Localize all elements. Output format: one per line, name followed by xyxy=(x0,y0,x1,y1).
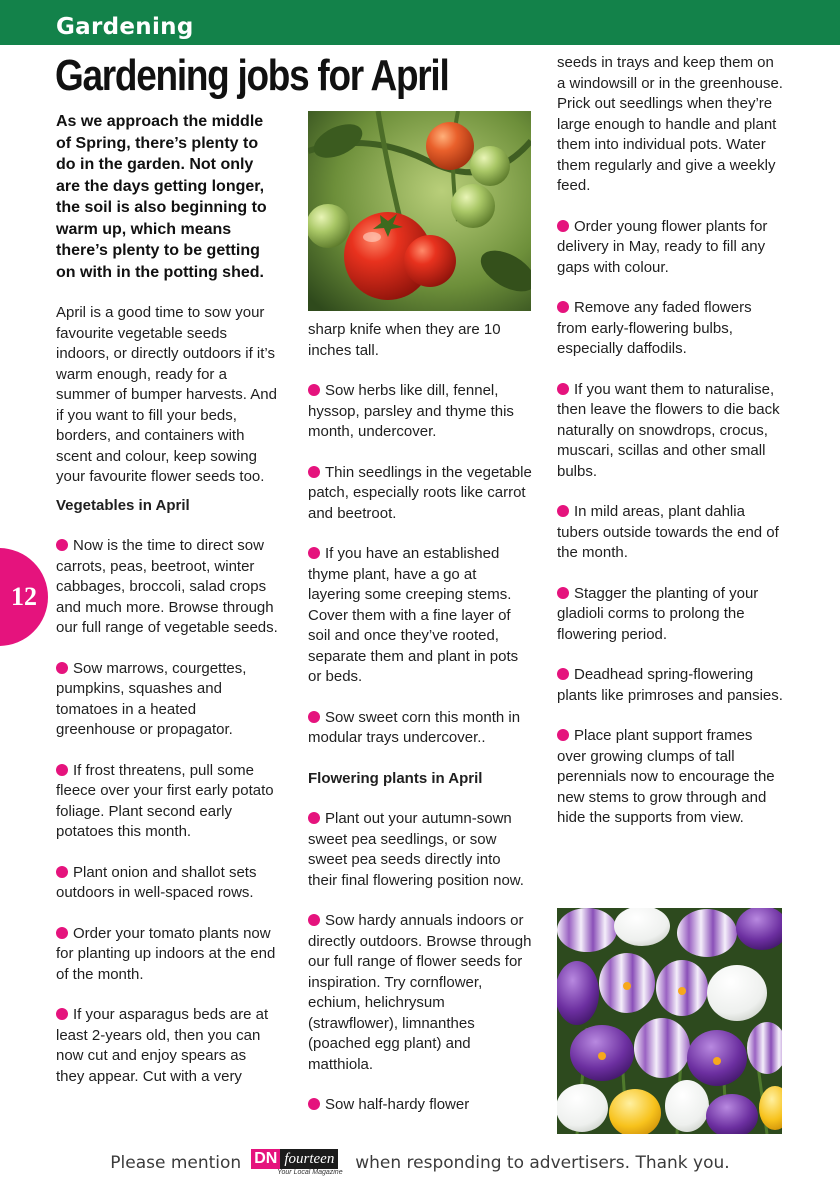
crocus-photo xyxy=(557,908,782,1134)
bullet-text: If you want them to naturalise, then leave the flowers to die back naturally on snowdrops, crocus, muscari, scillas and other small bulbs. xyxy=(557,380,780,480)
bullet-text: Now is the time to direct sow carrots, peas, beetroot, winter cabbages, broccoli, salad crops and much more. Browse through our full range of vegetable seeds. xyxy=(56,537,278,636)
continuation-text: seeds in trays and keep them on a windowsill or in the greenhouse. Prick out seedlings when they’re large enough to handle and plant them into individual pots. Water them regularly and give a weekly feed. xyxy=(557,54,783,194)
bullet-dot-icon xyxy=(557,301,569,313)
bullet-text: Stagger the planting of your gladioli corms to prolong the flowering period. xyxy=(557,584,759,643)
bullet-text: Order your tomato plants now for planting up indoors at the end of the month. xyxy=(56,924,276,983)
bullet-item xyxy=(56,536,278,639)
continuation-text: sharp knife when they are 10 inches tall. xyxy=(308,321,501,359)
logo-tagline: Your Local Magazine xyxy=(277,1169,343,1176)
bullet-text: Sow hardy annuals indoors or directly outdoors. Browse through our full range of flower seeds for inspiration. Try cornflower, echium, helichrysum (strawflower), limnanthes (poached egg plant) and matthiola. xyxy=(308,912,532,1073)
bullet-dot-icon xyxy=(56,866,68,878)
bullet-dot-icon xyxy=(308,711,320,723)
vegetables-heading: Vegetables in April xyxy=(56,496,190,514)
bullet-dot-icon xyxy=(56,662,68,674)
bullet-item xyxy=(308,1095,532,1116)
bullet-item xyxy=(308,381,532,443)
bullet-item xyxy=(56,761,278,843)
bullet-item xyxy=(557,665,783,706)
bullet-text: If your asparagus beds are at least 2-years old, then you can now cut and enjoy spears as they appear. Cut with a very xyxy=(56,1006,269,1085)
footer xyxy=(0,1148,840,1178)
bullet-dot-icon xyxy=(557,729,569,741)
logo-fourteen: fourteen xyxy=(280,1149,338,1169)
footer-text-before: Please mention xyxy=(110,1153,242,1173)
bullet-text: Deadhead spring-flowering plants like primroses and pansies. xyxy=(557,666,783,704)
footer-text-after: when responding to advertisers. Thank you. xyxy=(355,1153,730,1173)
bullet-dot-icon xyxy=(56,764,68,776)
logo-dn: DN xyxy=(251,1149,280,1169)
bullet-dot-icon xyxy=(557,220,569,232)
dn-fourteen-logo xyxy=(251,1149,345,1177)
tomato-photo xyxy=(308,111,531,311)
bullet-text: Thin seedlings in the vegetable patch, especially roots like carrot and beetroot. xyxy=(308,463,532,522)
article-column-3 xyxy=(557,53,783,849)
article-column-1 xyxy=(56,111,278,1107)
bullet-dot-icon xyxy=(308,384,320,396)
bullet-text: Remove any faded flowers from early-flowering bulbs, especially daffodils. xyxy=(557,299,752,357)
flowering-heading: Flowering plants in April xyxy=(308,769,483,787)
bullet-dot-icon xyxy=(557,668,569,680)
bullet-text: In mild areas, plant dahlia tubers outside towards the end of the month. xyxy=(557,503,779,561)
body-paragraph: April is a good time to sow your favourite vegetable seeds indoors, or directly outdoors if it’s warm enough, ready for a summer of bumper harvests. And if you want to fill your beds, borders, and containers with scent and colour, keep sowing your favourite flower seeds too. xyxy=(56,304,277,485)
bullet-text: Sow sweet corn this month in modular trays undercover.. xyxy=(308,708,521,746)
bullet-dot-icon xyxy=(557,505,569,517)
bullet-text: Sow herbs like dill, fennel, hyssop, parsley and thyme this month, undercover. xyxy=(308,382,514,440)
bullet-dot-icon xyxy=(56,1008,68,1020)
bullet-text: If frost threatens, pull some fleece over your first early potato foliage. Plant second early potatoes this month. xyxy=(56,761,274,840)
bullet-dot-icon xyxy=(557,587,569,599)
bullet-item xyxy=(557,502,783,564)
bullet-text: Sow half-hardy flower xyxy=(325,1096,470,1113)
bullet-text: Plant onion and shallot sets outdoors in well-spaced rows. xyxy=(56,863,257,901)
bullet-dot-icon xyxy=(557,383,569,395)
bullet-text: Order young flower plants for delivery in May, ready to fill any gaps with colour. xyxy=(557,217,768,276)
bullet-text: Sow marrows, courgettes, pumpkins, squashes and tomatoes in a heated greenhouse or propagator. xyxy=(56,659,247,738)
bullet-item xyxy=(56,1005,278,1087)
bullet-item xyxy=(557,380,783,483)
page-headline: Gardening jobs for April xyxy=(55,51,449,100)
bullet-item xyxy=(308,809,532,891)
bullet-item xyxy=(557,584,783,646)
bullet-item xyxy=(308,463,532,525)
bullet-item xyxy=(557,726,783,829)
bullet-item xyxy=(308,708,532,749)
bullet-item xyxy=(56,924,278,986)
bullet-item xyxy=(308,544,532,688)
bullet-dot-icon xyxy=(308,547,320,559)
bullet-item xyxy=(557,217,783,279)
bullet-dot-icon xyxy=(308,466,320,478)
page-number: 12 xyxy=(11,582,37,611)
bullet-text: Plant out your autumn-sown sweet pea seedlings, or sow sweet pea seeds directly into their final flowering position now. xyxy=(308,810,524,889)
bullet-text: Place plant support frames over growing clumps of tall perennials now to encourage the new stems to grow through and hide the supports from view. xyxy=(557,727,775,826)
bullet-item xyxy=(557,298,783,360)
intro-paragraph: As we approach the middle of Spring, there’s plenty to do in the garden. Not only are the days getting longer, the soil is also beginning to warm up, which means there’s plenty to be getting on with in the potting shed. xyxy=(56,113,267,281)
bullet-item xyxy=(308,911,532,1075)
bullet-item xyxy=(56,659,278,741)
bullet-text: If you have an established thyme plant, have a go at layering some creeping stems. Cover them with a fine layer of soil and once they’ve rooted, separate them and plant in pots or beds. xyxy=(308,545,519,685)
bullet-dot-icon xyxy=(56,539,68,551)
bullet-dot-icon xyxy=(308,812,320,824)
bullet-dot-icon xyxy=(308,914,320,926)
bullet-item xyxy=(56,863,278,904)
article-column-2 xyxy=(308,320,532,1136)
section-label: Gardening xyxy=(56,14,194,40)
bullet-dot-icon xyxy=(56,927,68,939)
bullet-dot-icon xyxy=(308,1098,320,1110)
